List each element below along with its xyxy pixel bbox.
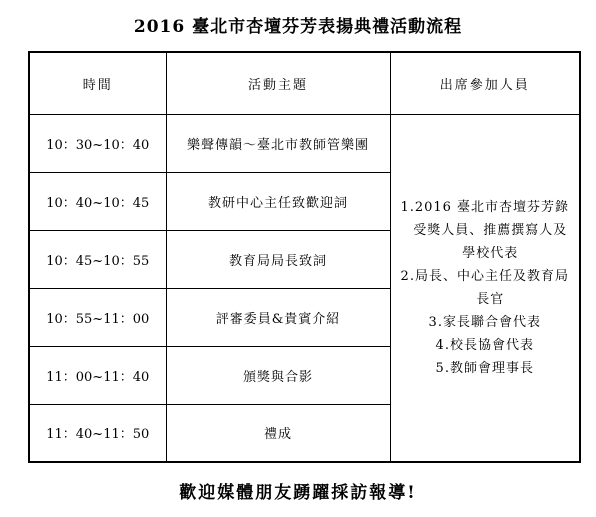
attendee-item-3-line: 3.家長聯合會代表 [428, 314, 541, 330]
attendee-item-4 [391, 334, 580, 357]
footer-note: 歡迎媒體朋友踴躍採訪報導! [179, 483, 417, 503]
row-topic: 教育局局長致詞 [166, 230, 390, 288]
attendee-item-5-line: 5.教師會理事長 [435, 360, 534, 376]
header-topic: 活動主題 [166, 52, 390, 114]
row-time: 10：30~10：40 [29, 114, 166, 172]
row-time: 10：40~10：45 [29, 172, 166, 230]
header-attendees: 出席參加人員 [390, 52, 580, 114]
attendee-item-2-line-2: 長官 [476, 291, 505, 307]
attendee-item-5 [391, 357, 580, 380]
attendee-item-2 [391, 265, 580, 311]
attendees-cell [390, 114, 580, 462]
header-time: 時間 [29, 52, 166, 114]
row-topic: 評審委員&貴賓介紹 [166, 288, 390, 346]
row-topic: 樂聲傳韻～臺北市教師管樂團 [166, 114, 390, 172]
row-time: 11：40~11：50 [29, 404, 166, 462]
row-time: 10：55~11：00 [29, 288, 166, 346]
table-row [29, 114, 580, 172]
row-time: 10：45~10：55 [29, 230, 166, 288]
row-topic: 教研中心主任致歡迎詞 [166, 172, 390, 230]
attendee-item-1 [391, 196, 580, 265]
table-header-row [29, 52, 580, 114]
attendee-item-1-line-3: 學校代表 [462, 245, 519, 261]
attendee-item-3 [391, 311, 580, 334]
attendee-item-1-line-1: 1.2016 臺北市杏壇芬芳錄 [400, 199, 570, 215]
schedule-table [28, 51, 581, 463]
attendee-item-2-line-1: 2.局長、中心主任及教育局 [400, 268, 569, 284]
row-topic: 禮成 [166, 404, 390, 462]
attendee-item-1-line-2: 受獎人員、推薦撰寫人及 [413, 222, 568, 238]
row-time: 11：00~11：40 [29, 346, 166, 404]
attendee-item-4-line: 4.校長協會代表 [435, 337, 534, 353]
page-title: 2016 臺北市杏壇芬芳表揚典禮活動流程 [133, 17, 463, 37]
row-topic: 頒獎與合影 [166, 346, 390, 404]
